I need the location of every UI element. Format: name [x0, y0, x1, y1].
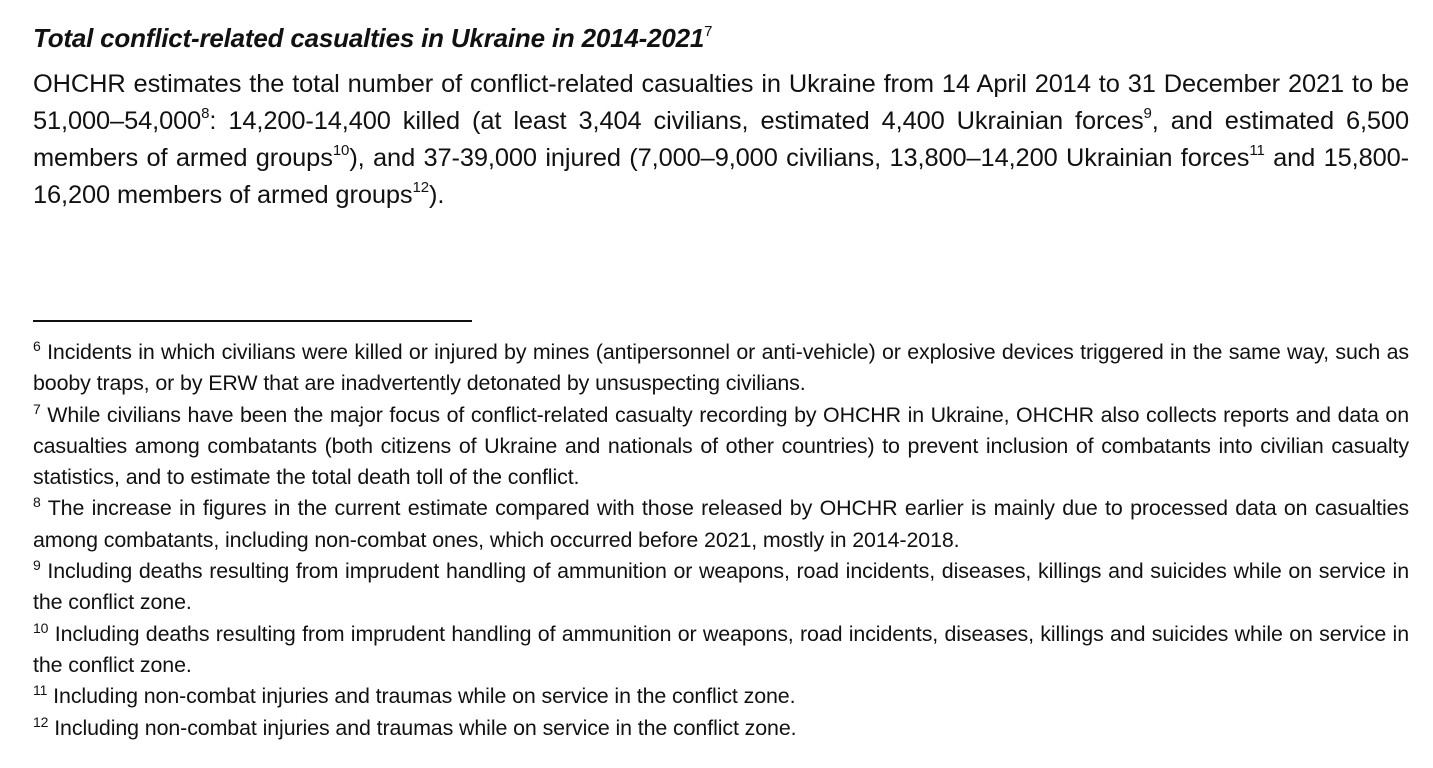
footnote: [33, 713, 1409, 744]
footnote-ref-9: 9: [1143, 105, 1152, 122]
body-paragraph: [33, 66, 1409, 214]
footnote-text: Including non-combat injuries and traumas while on service in the conflict zone.: [48, 715, 797, 740]
body-segment: and 15,800-16,200 members of armed groups: [33, 144, 1409, 209]
footnote: [33, 493, 1409, 556]
body-segment: ).: [428, 181, 445, 209]
footnote-divider: [33, 320, 472, 322]
footnote-number: 8: [33, 494, 41, 511]
footnote-number: 11: [33, 682, 48, 699]
footnote-text: Incidents in which civilians were killed or injured by mines (antipersonnel or anti-vehicle) or explosive devices triggered in the same way, such as booby traps, or by ERW that are inadvertently detonated by unsuspecting civilians.: [33, 340, 1409, 396]
footnote-text: While civilians have been the major focus of conflict-related casualty recording by OHCHR in Ukraine, OHCHR also collects reports and data on casualties among combatants (both citizens of Ukraine and nationals of other countries) to prevent inclusion of combatants into civilian casualty statistics, and to estimate the total death toll of the conflict.: [33, 402, 1409, 490]
footnote-number: 7: [33, 400, 41, 417]
section-heading: [33, 20, 712, 56]
footnote-ref-10: 10: [332, 142, 350, 159]
footnote-ref-8: 8: [201, 105, 210, 122]
body-segment: ), and 37-39,000 injured (7,000–9,000 civilians, 13,800–14,200 Ukrainian forces: [349, 144, 1250, 172]
heading-text: Total conflict-related casualties in Ukraine in 2014-2021: [33, 23, 705, 53]
body-segment: : 14,200-14,400 killed (at least 3,404 civilians, estimated 4,400 Ukrainian forces: [209, 107, 1144, 135]
footnote-text: Including deaths resulting from imprudent handling of ammunition or weapons, road incidents, diseases, killings and suicides while on service in the conflict zone.: [33, 621, 1409, 677]
footnote-ref-7: 7: [704, 23, 713, 40]
footnote-ref-12: 12: [412, 179, 429, 196]
footnote: [33, 619, 1409, 682]
footnote: [33, 337, 1409, 400]
body-segment: OHCHR estimates the total number of conflict-related casualties in Ukraine from 14 April 2014 to 31 December 2021 to be 51,000–54,000: [33, 70, 1409, 135]
body-segment: , and estimated 6,500 members of armed groups: [33, 107, 1410, 172]
footnote-text: Including non-combat injuries and traumas while on service in the conflict zone.: [47, 684, 796, 709]
footnote: [33, 400, 1409, 494]
footnote-number: 12: [33, 713, 49, 730]
footnote-number: 6: [33, 338, 41, 354]
footnote-ref-11: 11: [1249, 142, 1265, 159]
footnote: [33, 556, 1409, 619]
footnote: [33, 681, 1409, 712]
footnotes: [33, 337, 1409, 744]
footnote-number: 9: [33, 557, 41, 574]
footnote-number: 10: [33, 619, 49, 636]
footnote-text: Including deaths resulting from imprudent handling of ammunition or weapons, road incidents, diseases, killings and suicides while on service in the conflict zone.: [33, 559, 1409, 615]
footnote-text: The increase in figures in the current estimate compared with those released by OHCHR earlier is mainly due to processed data on casualties among combatants, including non-combat ones, which occurred before 2021, mostly in 2014-2018.: [33, 496, 1409, 552]
